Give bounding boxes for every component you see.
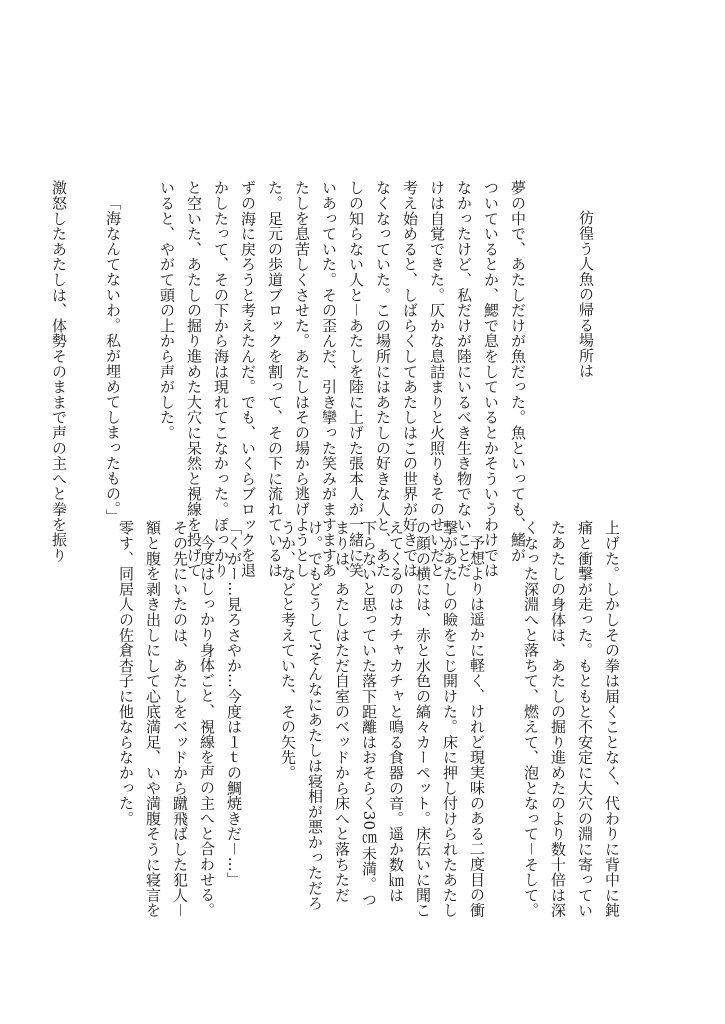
dialogue-line: 「くがー…見ろさやか…今度は１ｔの鯛焼きだ－…」: [225, 520, 243, 888]
lower-text-block: [112, 520, 625, 920]
text-line: くなった深淵へと落ちて、燃えて、泡となって－そして。: [522, 520, 540, 918]
text-line: たしを息苦しくさせた。あたしはその場から逃げようとし: [293, 180, 311, 578]
text-line: けは自覚できた。仄かな息詰まりと火照りもそのせいだと: [428, 180, 446, 578]
text-line: 今度はしっかり身体ごと、視線を声の主へと合わせる。: [198, 535, 216, 918]
text-line: 零す、同居人の佐倉杏子に他ならなかった。: [117, 520, 135, 826]
text-line: なくなっていた。この場所にはあたしの好きな人と、あた: [374, 180, 392, 578]
text-line: まりは、あたしはただ自室のベッドから床へと落ちただ: [333, 520, 351, 903]
paragraph-gap: [490, 520, 517, 920]
text-line: その先にいたのは、あたしをベッドから蹴飛ばした犯人－: [171, 520, 189, 918]
title-gap: [531, 180, 558, 510]
paragraph-gap: [72, 180, 99, 510]
text-line: いあっていた。その歪んだ、引き攣った笑みがますますあ: [320, 180, 338, 578]
text-line: ついているとか、鰓で息をしているとかそういうわけでは: [482, 180, 500, 578]
text-line: 予想よりは遥かに軽く、けれど現実味のある二度目の衝: [468, 535, 486, 918]
text-line: と空いた、あたしの掘り進めた大穴に呆然と視線を投げて: [185, 180, 203, 578]
text-line: たあたしの身体は、あたしの掘り進めたのより数十倍は深: [549, 520, 567, 918]
text-line: しの知らない人と－あたしを陸に上げた張本人が一緒に笑: [347, 180, 365, 578]
text-line: け。でもどうして?そんなにあたしは寝相が悪かっただろ: [306, 520, 324, 911]
story-title: 彷徨う人魚の帰る場所は: [577, 210, 595, 379]
text-line: いると、やがて頭の上から声がした。: [158, 180, 176, 441]
text-line: 夢の中で、あたしだけが魚だった。魚といっても、鰭が: [509, 180, 527, 563]
paragraph-gap: [126, 180, 153, 510]
text-line: 撃があたしの瞼をこじ開けた。床に押し付けられたあたし: [441, 520, 459, 918]
upper-text-block: [45, 180, 599, 578]
dialogue-line: 「海なんてないわ。私が埋めてしまったもの。」: [104, 195, 122, 525]
text-line: た。足元の歩道ブロックを割って、その下に流れているは: [266, 180, 284, 578]
text-line: ずの海に戻ろうと考えたんだ。でも、いくらブロックを退: [239, 180, 257, 578]
text-line: うか、などと考えていた、その矢先。: [279, 520, 297, 781]
text-line: えてくるのはカチャカチャと鳴る食器の音。遥か数㎞は: [387, 520, 405, 903]
text-line: 額と腹を剥き出しにして心底満足、いや満腹そうに寝言を: [144, 520, 162, 918]
text-line: の顔の横には、赤と水色の縞々カーペット。床伝いに聞こ: [414, 520, 432, 918]
text-line: 激怒したあたしは、体勢そのままで声の主へと拳を振り: [50, 180, 68, 563]
text-line: かしたって、その下から海は現れてこなかった。ぽっかり: [212, 180, 230, 578]
text-line: 下らないと思っていた落下距離はおそらく30㎝未満。つ: [360, 520, 378, 907]
text-line: 痛と衝撃が走った。もともと不安定に大穴の淵に寄ってい: [576, 520, 594, 918]
text-line: なかったけど、私だけが陸にいるべき生き物でないことだ: [455, 180, 473, 578]
text-line: 考え始めると、しばらくしてあたしはこの世界が好きでは: [401, 180, 419, 578]
paragraph-gap: [247, 520, 274, 920]
text-line: 上げた。しかしその拳は届くことなく、代わりに背中に鈍: [603, 520, 621, 918]
